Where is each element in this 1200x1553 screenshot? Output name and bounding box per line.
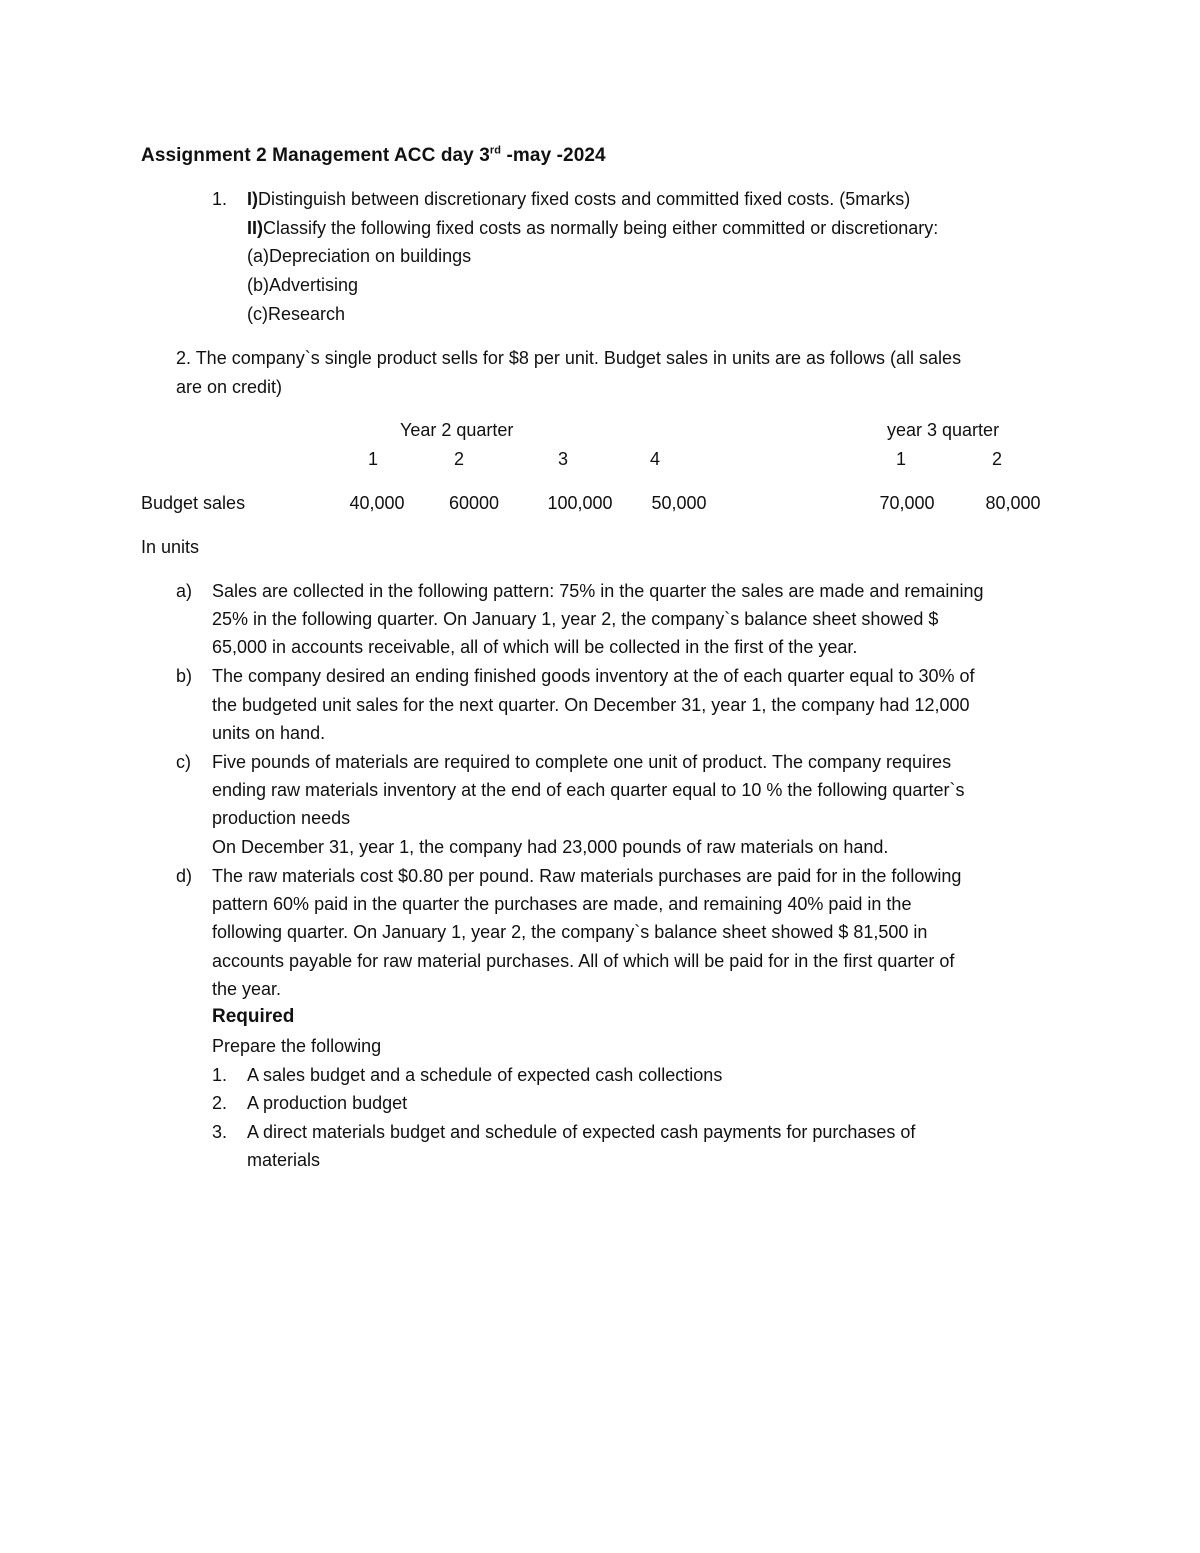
q2-intro-line: are on credit) (176, 377, 283, 397)
condition-line: following quarter. On January 1, year 2, the company`s balance sheet showed $ 81,500 in (212, 922, 928, 942)
year3-header: year 3 quarter (887, 420, 1000, 440)
unit-note: In units (141, 537, 200, 557)
q1-part1-text: Distinguish between discretionary fixed costs and committed fixed costs. (5marks) (258, 189, 911, 209)
required-item: A production budget (247, 1093, 408, 1113)
title-superscript: rd (489, 144, 502, 157)
q1-part1 (247, 185, 910, 213)
condition-line: ending raw materials inventory at the end of each quarter equal to 10 % the following quarter`s (212, 780, 965, 800)
required-item: A sales budget and a schedule of expected cash collections (247, 1065, 723, 1085)
condition-line: the year. (212, 979, 282, 999)
q1-item: (b)Advertising (247, 275, 359, 295)
condition-line: the budgeted unit sales for the next quarter. On December 31, year 1, the company had 12,000 (212, 695, 970, 715)
condition-line: 65,000 in accounts receivable, all of which will be collected in the first of the year. (212, 637, 858, 657)
required-number: 1. (212, 1065, 228, 1085)
condition-line: Five pounds of materials are required to complete one unit of product. The company requires (212, 752, 952, 772)
year2-header: Year 2 quarter (400, 420, 514, 440)
quarter-label: 1 (367, 449, 378, 469)
page-title (141, 142, 606, 170)
required-number: 2. (212, 1093, 228, 1113)
table-cell: 50,000 (651, 493, 707, 513)
quarter-label: 2 (453, 449, 464, 469)
q1-part2 (247, 214, 938, 242)
condition-line: pattern 60% paid in the quarter the purchases are made, and remaining 40% paid in the (212, 894, 912, 914)
q1-number: 1. (212, 189, 228, 209)
q1-part1-prefix: I) (247, 189, 258, 209)
quarter-label: 1 (895, 449, 906, 469)
quarter-label: 4 (649, 449, 660, 469)
condition-line: On December 31, year 1, the company had 23,000 pounds of raw materials on hand. (212, 837, 889, 857)
condition-line: accounts payable for raw material purchases. All of which will be paid for in the first quarter of (212, 951, 955, 971)
table-cell: 70,000 (879, 493, 935, 513)
title-main: Assignment 2 Management ACC day 3 (141, 145, 490, 166)
required-heading: Required (212, 1006, 295, 1027)
condition-line: The raw materials cost $0.80 per pound. Raw materials purchases are paid for in the following (212, 866, 962, 886)
condition-letter: d) (176, 866, 193, 886)
q2-intro-line: 2. The company`s single product sells for $8 per unit. Budget sales in units are as follows (all sales (176, 348, 962, 368)
table-cell: 80,000 (985, 493, 1041, 513)
table-cell: 40,000 (349, 493, 405, 513)
quarter-label: 3 (557, 449, 568, 469)
required-number: 3. (212, 1122, 228, 1142)
table-cell: 100,000 (547, 493, 613, 513)
condition-line: The company desired an ending finished goods inventory at the of each quarter equal to 30% of (212, 666, 975, 686)
title-date: -may -2024 (501, 145, 606, 166)
condition-line: units on hand. (212, 723, 326, 743)
required-item: A direct materials budget and schedule of expected cash payments for purchases of (247, 1122, 916, 1142)
condition-letter: b) (176, 666, 193, 686)
condition-line: production needs (212, 808, 351, 828)
condition-line: Sales are collected in the following pattern: 75% in the quarter the sales are made and remaining (212, 581, 984, 601)
q1-part2-prefix: II) (247, 218, 263, 238)
q1-item: (a)Depreciation on buildings (247, 246, 472, 266)
condition-letter: a) (176, 581, 193, 601)
condition-line: 25% in the following quarter. On January 1, year 2, the company`s balance sheet showed $ (212, 609, 939, 629)
quarter-label: 2 (991, 449, 1002, 469)
condition-letter: c) (176, 752, 191, 772)
q1-part2-text: Classify the following fixed costs as normally being either committed or discretionary: (263, 218, 939, 238)
required-intro: Prepare the following (212, 1036, 382, 1056)
required-item: materials (247, 1150, 321, 1170)
row-label: Budget sales (141, 493, 246, 513)
q1-item: (c)Research (247, 304, 346, 324)
table-cell: 60000 (448, 493, 500, 513)
